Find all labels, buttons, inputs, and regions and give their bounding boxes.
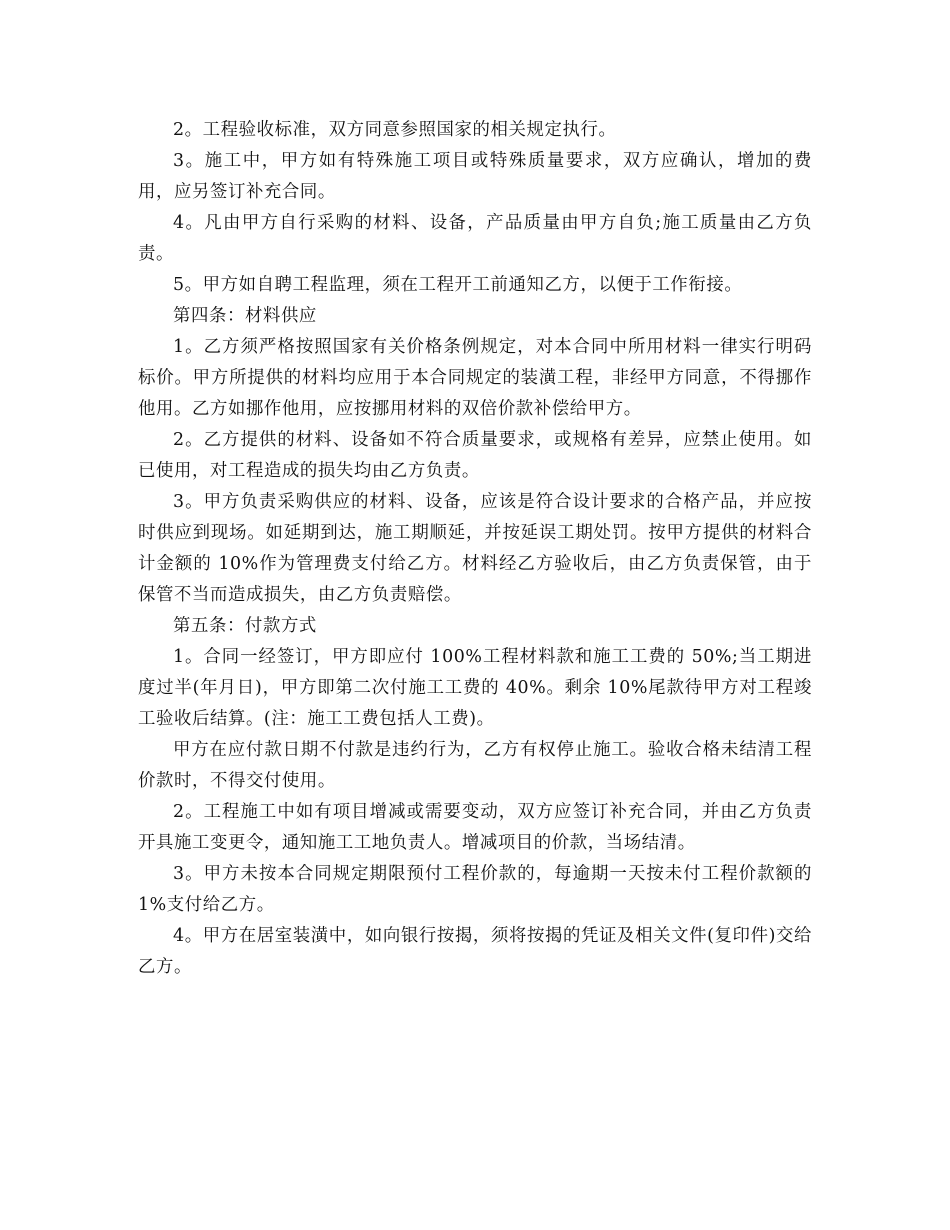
paragraph-material-quality: 2。乙方提供的材料、设备如不符合质量要求，或规格有差异，应禁止使用。如已使用，对工程造成的损失均由乙方负责。 xyxy=(138,430,812,481)
paragraph-self-purchased-materials: 4。凡由甲方自行采购的材料、设备，产品质量由甲方自负;施工质量由乙方负责。 xyxy=(138,213,812,264)
section-heading-article-5: 第五条：付款方式 xyxy=(173,616,317,636)
document-body xyxy=(138,115,812,983)
paragraph-acceptance-standard: 2。工程验收标准，双方同意参照国家的相关规定执行。 xyxy=(173,120,617,140)
paragraph-project-changes: 2。工程施工中如有项目增减或需要变动，双方应签订补充合同，并由乙方负责开具施工变更令，通知施工工地负责人。增减项目的价款，当场结清。 xyxy=(138,802,812,853)
paragraph-material-pricing: 1。乙方须严格按照国家有关价格条例规定，对本合同中所用材料一律实行明码标价。甲方所提供的材料均应用于本合同规定的装潢工程，非经甲方同意，不得挪作他用。乙方如挪作他用，应按挪用材料的双倍价款补偿给甲方。 xyxy=(138,337,812,419)
section-heading-article-4: 第四条：材料供应 xyxy=(173,306,317,326)
paragraph-special-requirements: 3。施工中，甲方如有特殊施工项目或特殊质量要求，双方应确认，增加的费用，应另签订补充合同。 xyxy=(138,151,812,202)
paragraph-mortgage-documents: 4。甲方在居室装潢中，如向银行按揭，须将按揭的凭证及相关文件(复印件)交给乙方。 xyxy=(138,926,812,977)
paragraph-payment-schedule: 1。合同一经签订，甲方即应付 100%工程材料款和施工工费的 50%;当工期进度过半(年月日)，甲方即第二次付施工工费的 40%。剩余 10%尾款待甲方对工程竣工验收后结算。(注：施工工费包括人工费)。 xyxy=(138,647,812,729)
paragraph-overdue-penalty: 3。甲方未按本合同规定期限预付工程价款的，每逾期一天按未付工程价款额的 1%支付给乙方。 xyxy=(138,864,812,915)
paragraph-supervision: 5。甲方如自聘工程监理，须在工程开工前通知乙方，以便于工作衔接。 xyxy=(173,275,743,295)
paragraph-client-supply: 3。甲方负责采购供应的材料、设备，应该是符合设计要求的合格产品，并应按时供应到现场。如延期到达，施工期顺延，并按延误工期处罚。按甲方提供的材料合计金额的 10%作为管理费支付给乙方。材料经乙方验收后，由乙方负责保管，由于保管不当而造成损失，由乙方负责赔偿。 xyxy=(138,492,812,605)
paragraph-late-payment-breach: 甲方在应付款日期不付款是违约行为，乙方有权停止施工。验收合格未结清工程价款时，不得交付使用。 xyxy=(138,740,812,791)
